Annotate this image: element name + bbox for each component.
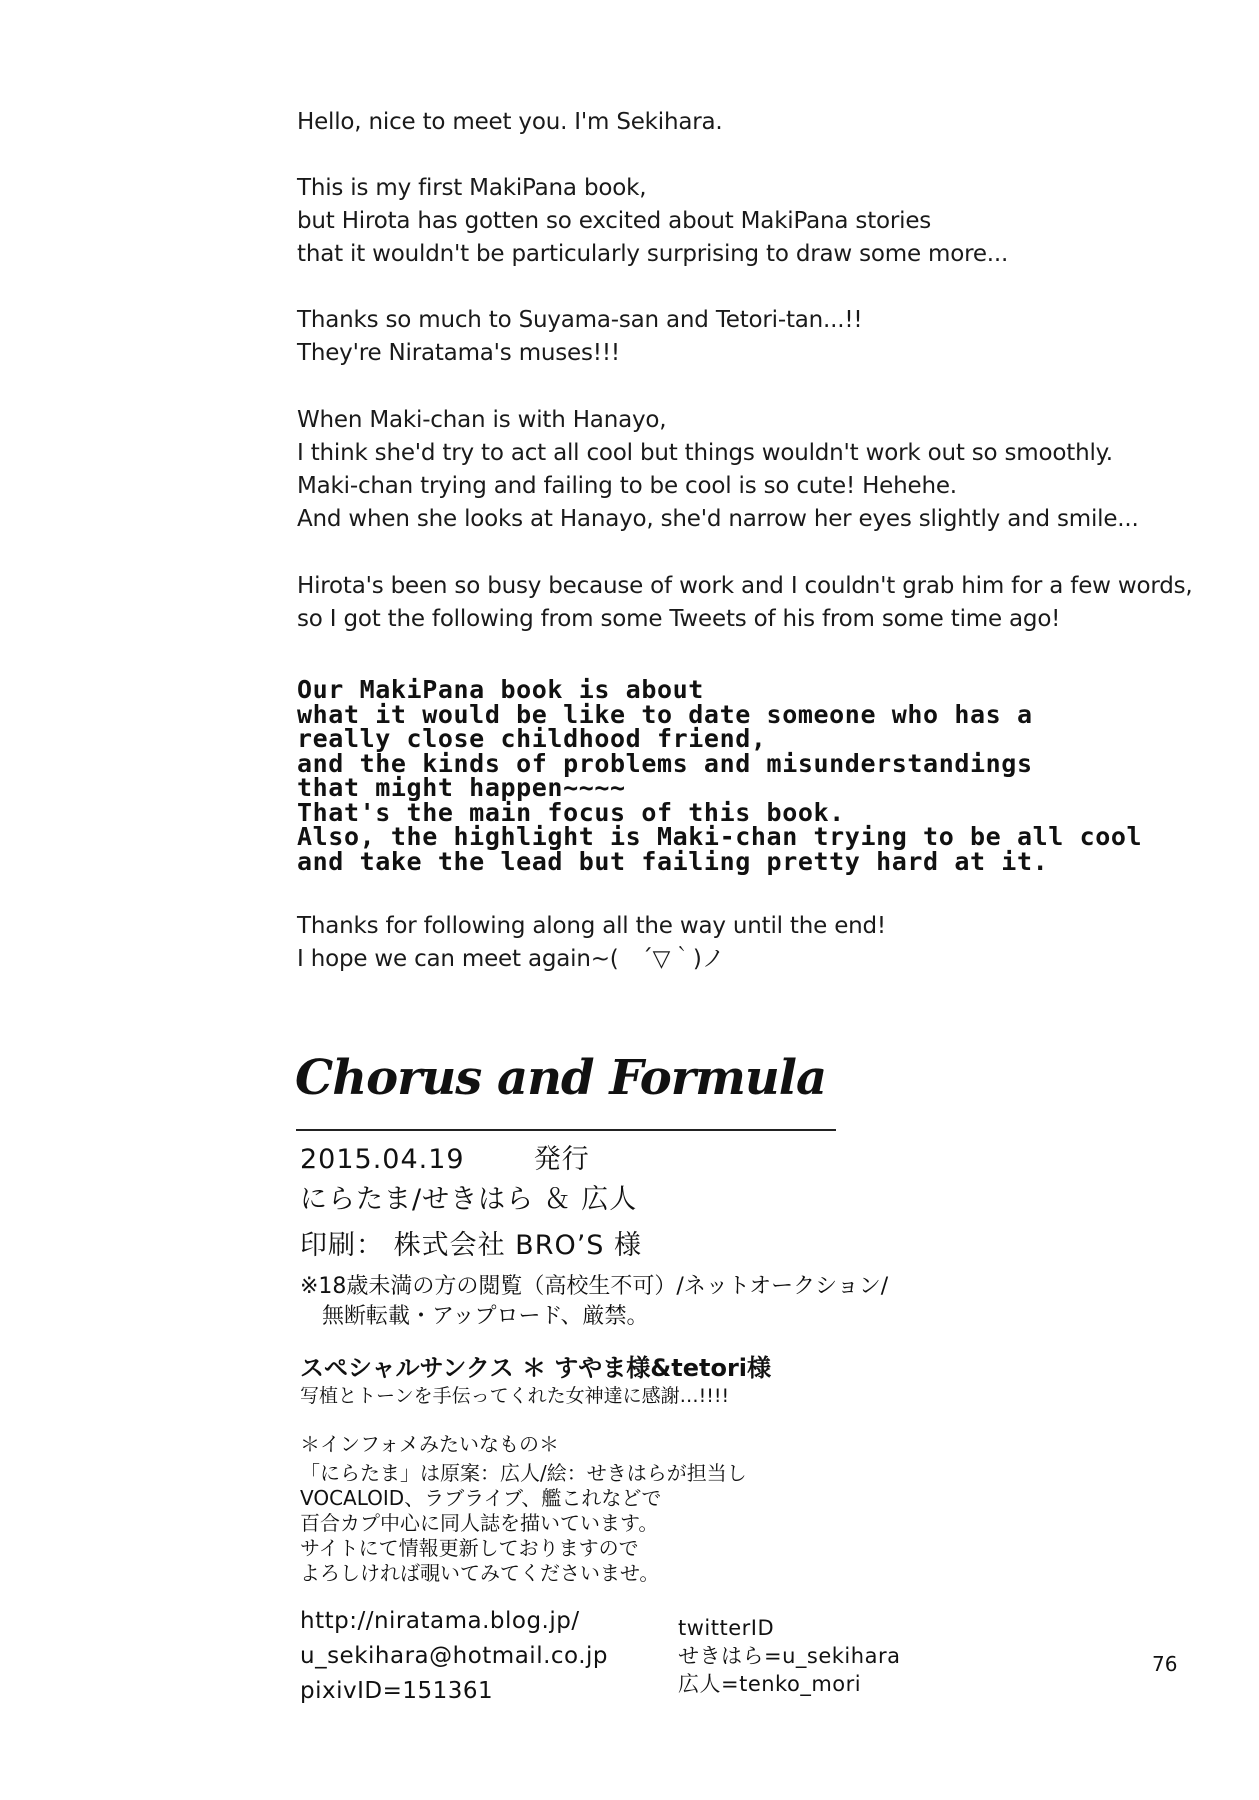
twitter-info [678, 1614, 900, 1698]
tweet-line: what it would be like to date someone who has a [297, 699, 1033, 729]
notice-line: 無断転載・アップロード、厳禁。 [300, 1304, 649, 1329]
text-line: Hirota's been so busy because of work and I couldn't grab him for a few words, [297, 573, 1193, 599]
tweet-line: and the kinds of problems and misunderstandings [297, 748, 1033, 778]
text-line: Thanks for following along all the way until the end! [297, 913, 886, 939]
website-url: http://niratama.blog.jp/ [300, 1608, 580, 1634]
quoted-tweet-block [297, 675, 1143, 876]
afterword-paragraph-5 [297, 570, 1193, 636]
issue-label: 発行 [533, 1144, 590, 1175]
text-line: When Maki-chan is with Hanayo, [297, 407, 667, 433]
authors: にらたま/せきはら ＆ 広人 [300, 1184, 638, 1215]
info-title: ＊インフォメみたいなもの＊ [300, 1432, 559, 1456]
twitter-line: せきはら=u_sekihara [678, 1644, 901, 1668]
contact-info [300, 1604, 608, 1709]
afterword-paragraph-1 [297, 106, 723, 139]
age-notice [300, 1272, 888, 1332]
info-line: よろしければ覗いてみてくださいませ。 [300, 1561, 660, 1585]
tweet-line: Our MakiPana book is about [297, 675, 704, 704]
info-line: 「にらたま」は原案：広人/絵：せきはらが担当し [300, 1461, 747, 1485]
tweet-line: that might happen~~~~ [297, 773, 626, 802]
text-line: Hello, nice to meet you. I'm Sekihara. [297, 109, 723, 135]
text-line: but Hirota has gotten so excited about MakiPana stories [297, 208, 932, 234]
thanks-title: スペシャルサンクス ＊ すやま様&tetori様 [300, 1354, 772, 1382]
tweet-line: That's the main focus of this book. [297, 797, 845, 827]
tweet-line: and take the lead but failing pretty hard at it. [297, 846, 1049, 876]
text-line: so I got the following from some Tweets of his from some time ago! [297, 606, 1061, 632]
publication-info [300, 1140, 642, 1266]
thanks-subtitle: 写植とトーンを手伝ってくれた女神達に感謝…!!!! [300, 1385, 730, 1407]
info-section [300, 1432, 747, 1586]
text-line: They're Niratama's muses!!! [297, 340, 620, 366]
text-line: Maki-chan trying and failing to be cool is so cute! Hehehe. [297, 473, 957, 499]
page-number: 76 [1152, 1652, 1178, 1676]
twitter-title: twitterID [678, 1616, 775, 1640]
printer: 印刷： 株式会社 BRO’S 様 [300, 1230, 643, 1261]
info-line: 百合カプ中心に同人誌を描いています。 [300, 1511, 659, 1535]
text-line: Thanks so much to Suyama-san and Tetori-tan...!! [297, 307, 863, 333]
afterword-paragraph-2 [297, 172, 1008, 271]
tweet-line: really close childhood friend, [297, 724, 767, 753]
text-line: And when she looks at Hanayo, she'd narrow her eyes slightly and smile... [297, 506, 1139, 532]
text-line: I hope we can meet again~( ´▽｀)ノ [297, 946, 725, 972]
afterword-paragraph-3 [297, 304, 862, 370]
special-thanks [300, 1352, 771, 1409]
text-line: I think she'd try to act all cool but things wouldn't work out so smoothly. [297, 440, 1113, 466]
info-line: サイトにて情報更新しておりますので [300, 1536, 639, 1560]
title-divider [296, 1129, 836, 1131]
info-line: VOCALOID、ラブライブ、艦これなどで [300, 1486, 662, 1510]
text-line: This is my first MakiPana book, [297, 175, 647, 201]
book-title: Chorus and Formula [295, 1050, 827, 1106]
text-line: that it wouldn't be particularly surprising to draw some more... [297, 241, 1009, 267]
notice-line: ※18歳未満の方の閲覧（高校生不可）/ネットオークション/ [300, 1274, 889, 1299]
email-address: u_sekihara@hotmail.co.jp [300, 1643, 609, 1669]
issue-line [300, 1140, 642, 1180]
pixiv-id: pixivID=151361 [300, 1678, 494, 1704]
twitter-line: 広人=tenko_mori [678, 1672, 862, 1696]
afterword-paragraph-4 [297, 404, 1139, 536]
afterword-closing [297, 910, 886, 976]
tweet-line: Also, the highlight is Maki-chan trying to be all cool [297, 822, 1143, 851]
issue-date: 2015.04.19 [300, 1144, 465, 1175]
